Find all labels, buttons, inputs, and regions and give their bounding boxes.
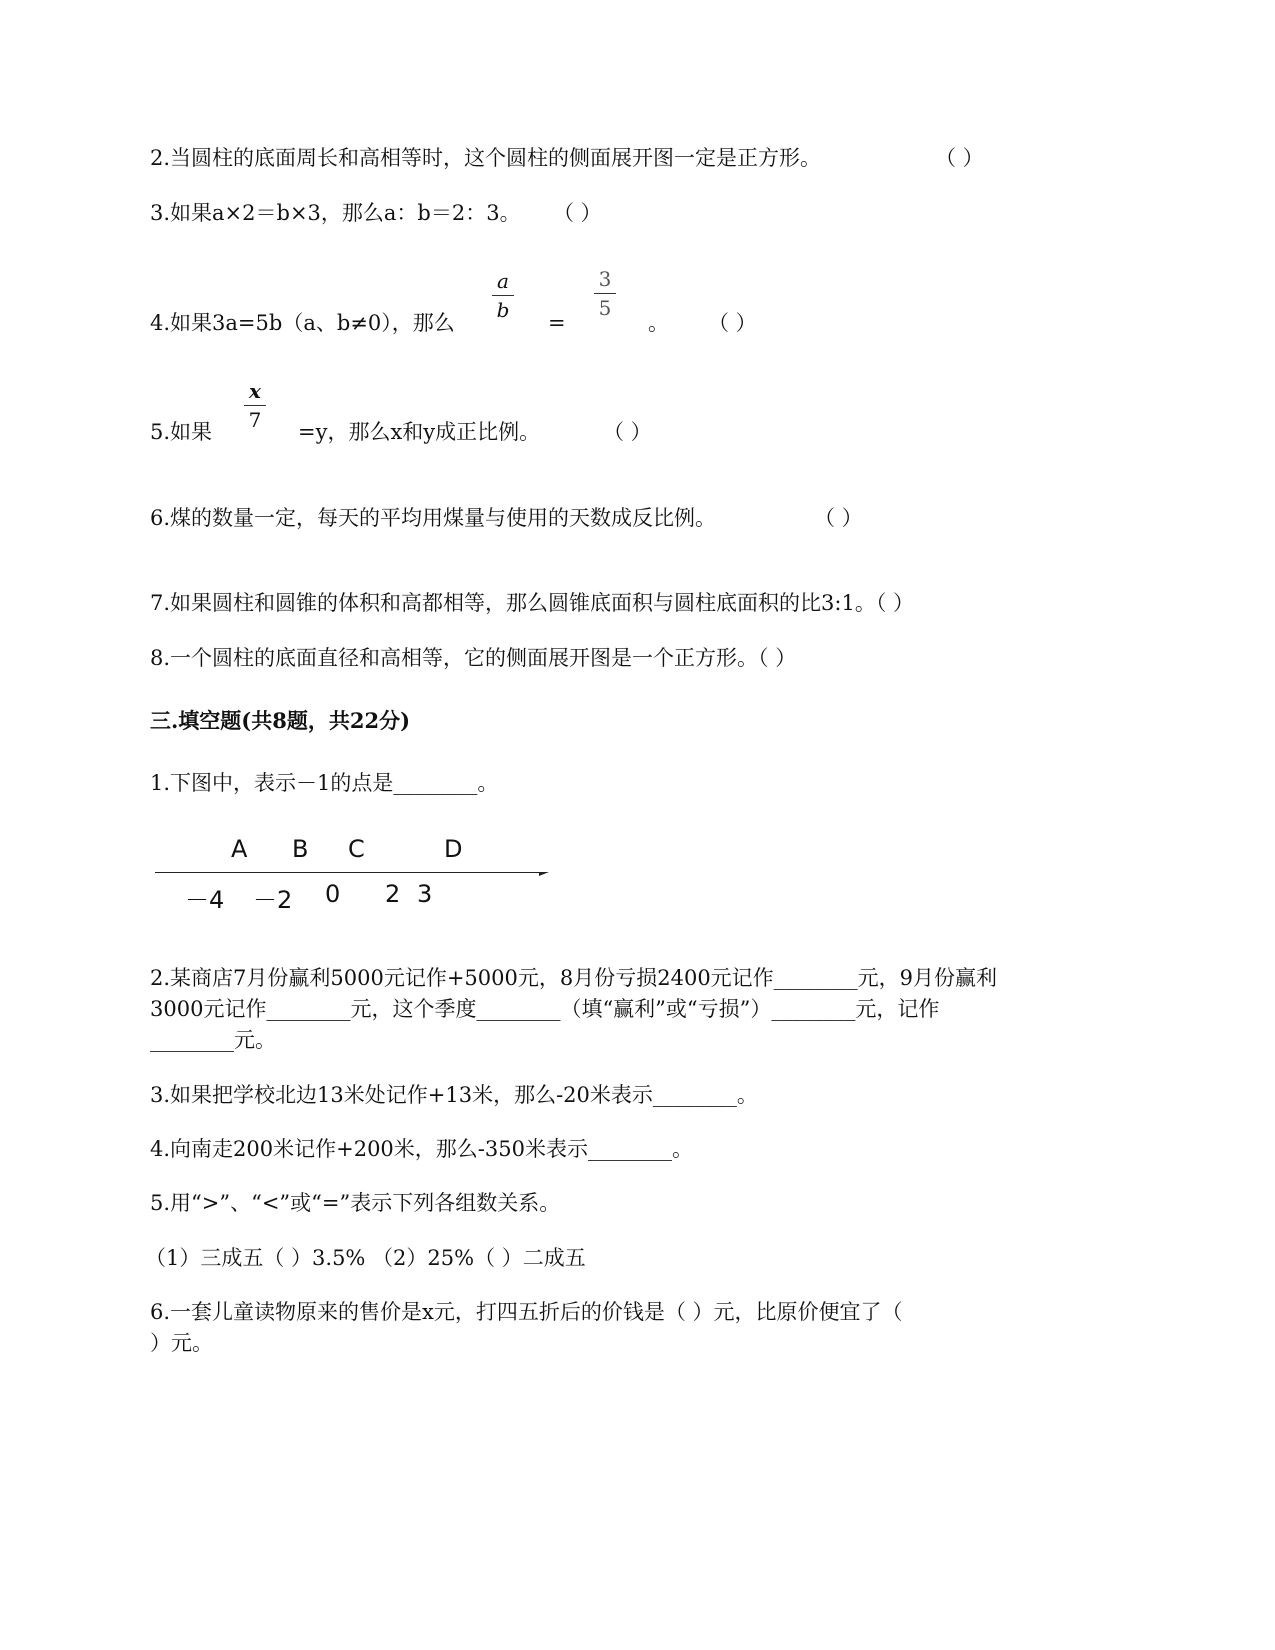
fraction-denominator: b [496, 298, 510, 322]
point-label-a: A [231, 835, 248, 863]
question-2 [150, 143, 821, 173]
fill-question-2-line-1: 2.某商店7月份赢利5000元记作+5000元，8月份亏损2400元记作________元，9月份赢利 [150, 966, 998, 990]
equals-sign: = [548, 311, 566, 335]
question-7: 7.如果圆柱和圆锥的体积和高都相等，那么圆锥底面积与圆柱底面积的比3:1。（ ） [150, 591, 915, 615]
fraction-numerator: a [497, 269, 509, 293]
tick-label: 3 [417, 880, 433, 908]
fill-question-5: 5.用“>”、“<”或“=”表示下列各组数关系。 [150, 1191, 561, 1215]
fraction-bar [594, 293, 616, 294]
fill-question-2-line-3: ________元。 [150, 1028, 276, 1052]
period: 。 [648, 311, 669, 335]
answer-paren-6[interactable]: （ ） [814, 506, 863, 530]
fraction-bar [492, 295, 514, 296]
tick-label: 2 [385, 880, 401, 908]
question-5-rest: =y，那么x和y成正比例。 [298, 420, 541, 444]
question-5-text: 5.如果 [150, 420, 213, 444]
question-8: 8.一个圆柱的底面直径和高相等，它的侧面展开图是一个正方形。（ ） [150, 646, 797, 670]
answer-paren-2[interactable]: （ ） [935, 146, 984, 170]
fraction-a-over-b [488, 268, 518, 323]
tick-label: －2 [253, 886, 293, 914]
fill-question-5-items: （1）三成五（ ）3.5% （2）25%（ ）二成五 [145, 1246, 586, 1270]
fill-question-4: 4.向南走200米记作+200米，那么-350米表示________。 [150, 1137, 693, 1161]
fraction-denominator: 7 [248, 408, 262, 432]
tick-label: －4 [185, 886, 225, 914]
answer-paren-3[interactable]: （ ） [553, 201, 602, 225]
point-label-d: D [444, 835, 463, 863]
question-4-text: 4.如果3a=5b（a、b≠0），那么 [150, 311, 455, 335]
answer-paren-5[interactable]: （ ） [603, 420, 652, 444]
fraction-bar [244, 405, 266, 406]
fraction-denominator: 5 [598, 296, 612, 320]
fill-question-3: 3.如果把学校北边13米处记作+13米，那么-20米表示________。 [150, 1083, 758, 1107]
fraction-numerator: x [249, 379, 261, 403]
fill-question-6-line-2: ）元。 [150, 1331, 213, 1355]
answer-paren-4[interactable]: （ ） [708, 311, 757, 335]
fill-question-6-line-1: 6.一套儿童读物原来的售价是x元，打四五折后的价钱是（ ）元，比原价便宜了（ [150, 1300, 903, 1324]
question-6: 6.煤的数量一定，每天的平均用煤量与使用的天数成反比例。 [150, 506, 717, 530]
fraction-x-over-7 [240, 378, 270, 433]
number-line-point-labels [155, 835, 555, 875]
number-line-tick-labels [155, 880, 555, 920]
question-3 [150, 198, 521, 228]
point-label-c: C [348, 835, 365, 863]
fill-question-1: 1.下图中，表示－1的点是________。 [150, 771, 499, 795]
point-label-b: B [292, 835, 309, 863]
question-3-text: 3.如果a×2＝b×3，那么a：b＝2：3。 [150, 201, 521, 225]
fill-question-2-line-2: 3000元记作________元，这个季度________（填“赢利”或“亏损”）________元，记作 [150, 997, 940, 1021]
tick-label: 0 [325, 880, 341, 908]
section-heading: 三.填空题(共8题，共22分) [150, 708, 411, 733]
fraction-3-over-5 [590, 266, 620, 321]
question-2-text: 2.当圆柱的底面周长和高相等时，这个圆柱的侧面展开图一定是正方形。 [150, 146, 822, 170]
fraction-numerator: 3 [598, 267, 612, 291]
